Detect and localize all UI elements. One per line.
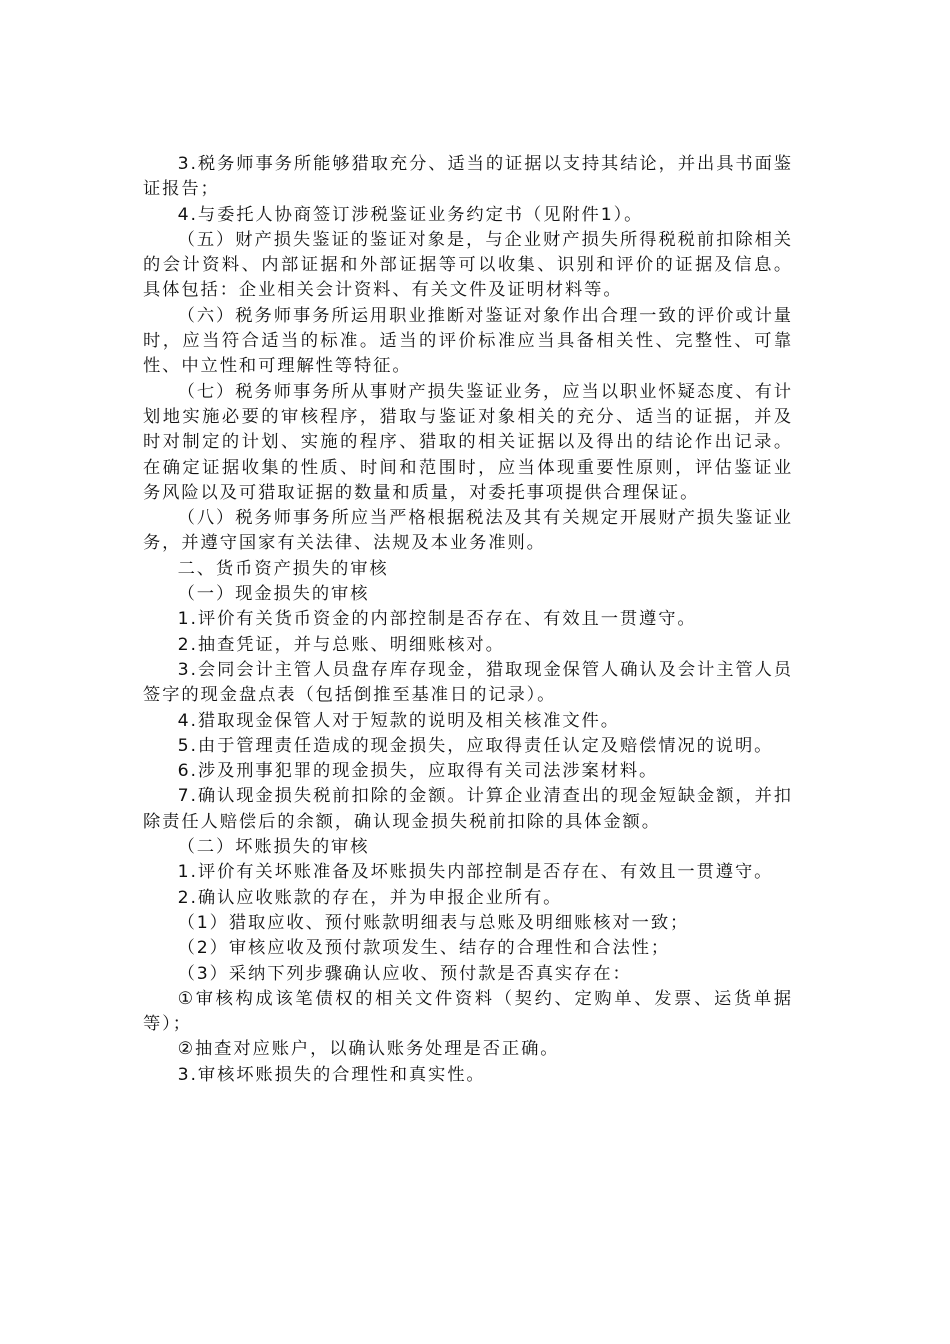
paragraph: 3.会同会计主管人员盘存库存现金，猎取现金保管人确认及会计主管人员签字的现金盘点表（包括倒推至基准日的记录）。 (143, 659, 793, 706)
paragraph: 4.与委托人协商签订涉税鉴证业务约定书（见附件1）。 (177, 204, 644, 225)
paragraph: 2.确认应收账款的存在，并为申报企业所有。 (177, 887, 563, 908)
paragraph: 1.评价有关坏账准备及坏账损失内部控制是否存在、有效且一贯遵守。 (177, 862, 774, 883)
paragraph: （七）税务师事务所从事财产损失鉴证业务，应当以职业怀疑态度、有计划地实施必要的审核程序，猎取与鉴证对象相关的充分、适当的证据，并及时对制定的计划、实施的程序、猎取的相关证据以及得出的结论作出记录。在确定证据收集的性质、时间和范围时，应当体现重要性原则，评估鉴证业务风险以及可猎取证据的数量和质量，对委托事项提供合理保证。 (143, 381, 793, 503)
section-heading: 二、货币资产损失的审核 (177, 558, 389, 579)
paragraph: （八）税务师事务所应当严格根据税法及其有关规定开展财产损失鉴证业务，并遵守国家有关法律、法规及本业务准则。 (143, 508, 793, 554)
paragraph: 2.抽查凭证，并与总账、明细账核对。 (177, 634, 505, 655)
paragraph: 4.猎取现金保管人对于短款的说明及相关核准文件。 (177, 710, 620, 731)
paragraph: 3.税务师事务所能够猎取充分、适当的证据以支持其结论，并出具书面鉴证报告； (143, 154, 793, 200)
paragraph: ①审核构成该笔债权的相关文件资料（契约、定购单、发票、运货单据等）； (143, 988, 793, 1035)
paragraph: （五）财产损失鉴证的鉴证对象是，与企业财产损失所得税税前扣除相关的会计资料、内部证据和外部证据等可以收集、识别和评价的证据及信息。具体包括：企业相关会计资料、有关文件及证明材料等。 (143, 229, 793, 301)
document-body (143, 152, 793, 1088)
paragraph: 6.涉及刑事犯罪的现金损失，应取得有关司法涉案材料。 (177, 761, 659, 782)
paragraph: （六）税务师事务所运用职业推断对鉴证对象作出合理一致的评价或计量时，应当符合适当的标准。适当的评价标准应当具备相关性、完整性、可靠性、中立性和可理解性等特征。 (143, 305, 793, 377)
paragraph: 1.评价有关货币资金的内部控制是否存在、有效且一贯遵守。 (177, 609, 697, 630)
subsection-heading: （二）坏账损失的审核 (177, 837, 370, 858)
paragraph: 3.审核坏账损失的合理性和真实性。 (177, 1064, 486, 1085)
paragraph: （2）审核应收及预付款项发生、结存的合理性和合法性； (177, 938, 671, 959)
paragraph: （3）采纳下列步骤确认应收、预付款是否真实存在： (177, 963, 632, 984)
paragraph: （1）猎取应收、预付账款明细表与总账及明细账核对一致； (177, 912, 690, 933)
subsection-heading: （一）现金损失的审核 (177, 584, 370, 605)
paragraph: 5.由于管理责任造成的现金损失，应取得责任认定及赔偿情况的说明。 (177, 735, 774, 756)
paragraph: ②抽查对应账户，以确认账务处理是否正确。 (177, 1039, 560, 1060)
paragraph: 7.确认现金损失税前扣除的金额。计算企业清查出的现金短缺金额，并扣除责任人赔偿后的余额，确认现金损失税前扣除的具体金额。 (143, 786, 793, 832)
